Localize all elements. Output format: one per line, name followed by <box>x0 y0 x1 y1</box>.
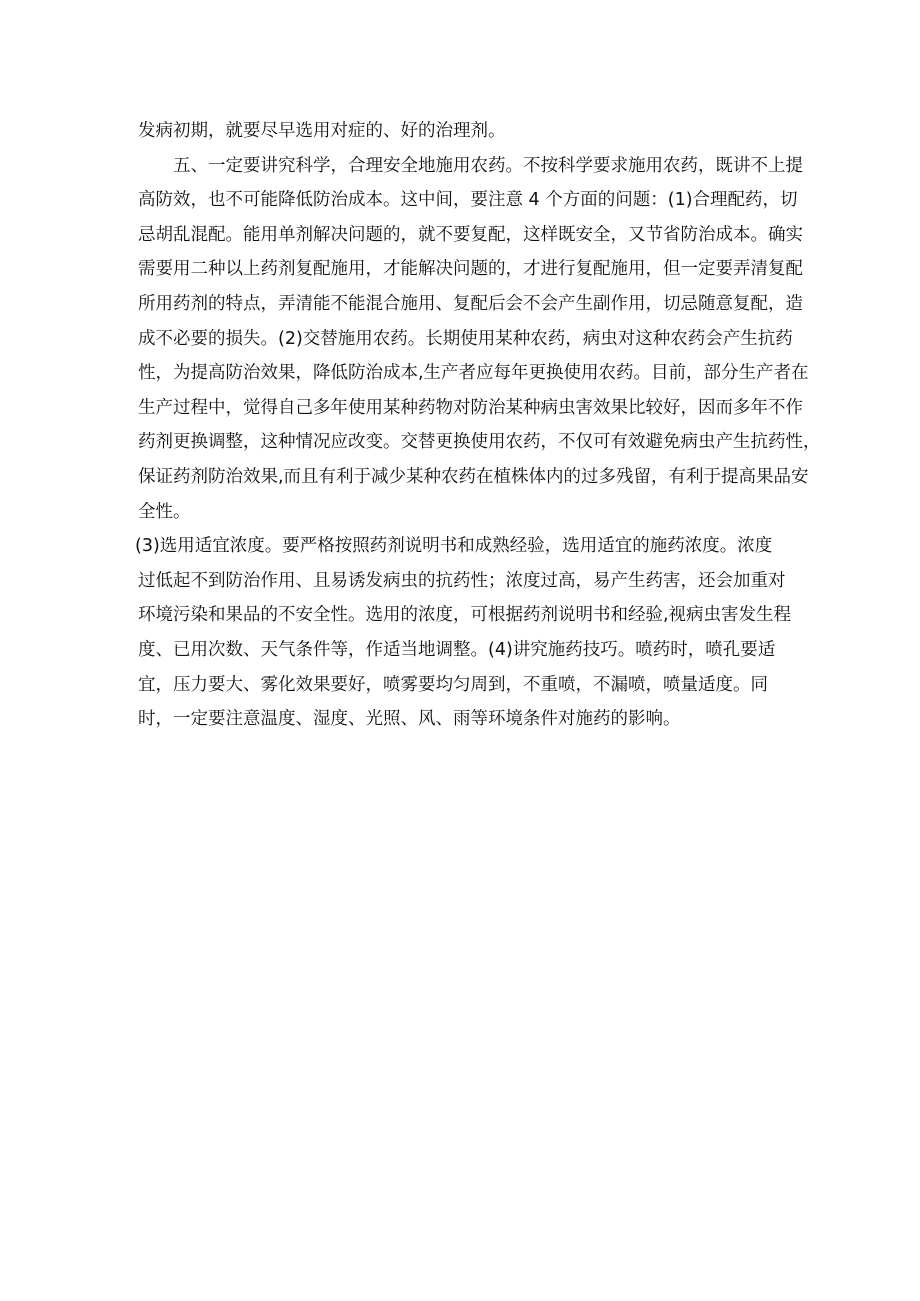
text-line: 宜，压力要大、雾化效果要好，喷雾要均匀周到，不重喷，不漏喷，喷量适度。同 <box>138 674 768 695</box>
text-line: 药剂更换调整，这种情况应改变。交替更换使用农药，不仅可有效避免病虫产生抗药性， <box>138 432 821 453</box>
text-line: 忌胡乱混配。能用单剂解决问题的，就不要复配，这样既安全，又节省防治成本。确实 <box>138 224 803 245</box>
text-line: 保证药剂防治效果,而且有利于减少某种农药在植株体内的过多残留，有利于提高果品安 <box>138 466 809 487</box>
text-line: 环境污染和果品的不安全性。选用的浓度，可根据药剂说明书和经验,视病虫害发生程 <box>138 605 792 626</box>
text-line: 成不必要的损失。(2)交替施用农药。长期使用某种农药，病虫对这种农药会产生抗药 <box>138 328 793 349</box>
text-line: 生产过程中，觉得自己多年使用某种药物对防治某种病虫害效果比较好，因而多年不作 <box>138 397 803 418</box>
text-line: 需要用二种以上药剂复配施用，才能解决问题的，才进行复配施用，但一定要弄清复配 <box>138 259 803 280</box>
text-line: 五、一定要讲究科学，合理安全地施用农药。不按科学要求施用农药，既讲不上提 <box>173 155 803 176</box>
text-line: 过低起不到防治作用、且易诱发病虫的抗药性；浓度过高，易产生药害，还会加重对 <box>138 570 786 591</box>
text-line: 时，一定要注意温度、湿度、光照、风、雨等环境条件对施药的影响。 <box>138 709 681 730</box>
text-line: 性，为提高防治效果，降低防治成本,生产者应每年更换使用农药。目前，部分生产者在 <box>138 363 809 384</box>
text-line: 全性。 <box>138 501 191 522</box>
text-line: (3)选用适宜浓度。要严格按照药剂说明书和成熟经验，选用适宜的施药浓度。浓度 <box>135 536 773 557</box>
text-line: 发病初期，就要尽早选用对症的、好的治理剂。 <box>138 121 506 141</box>
text-line: 所用药剂的特点，弄清能不能混合施用、复配后会不会产生副作用，切忌随意复配，造 <box>138 293 803 314</box>
text-line: 高防效，也不可能降低防治成本。这中间，要注意 4 个方面的问题：(1)合理配药，切 <box>138 190 798 211</box>
text-line: 度、已用次数、天气条件等，作适当地调整。(4)讲究施药技巧。喷药时，喷孔要适 <box>138 639 776 660</box>
document-body <box>135 114 821 737</box>
